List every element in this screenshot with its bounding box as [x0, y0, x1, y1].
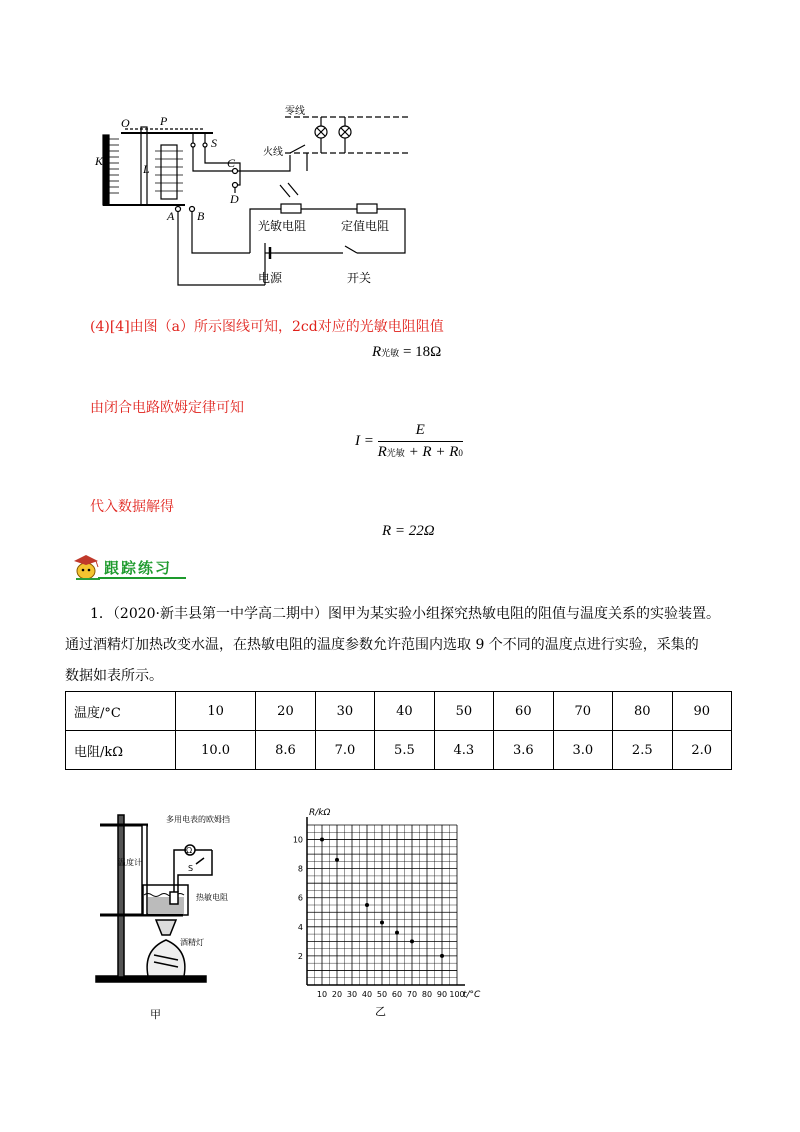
data-point	[335, 858, 339, 862]
question-line-3: 数据如表所示。	[65, 668, 163, 684]
label-live: 火线	[263, 147, 283, 158]
label-power: 电源	[258, 271, 283, 285]
label-neutral: 零线	[285, 106, 305, 117]
table-cell: 30	[315, 692, 374, 731]
equation-ohms-law: I = $\frac{E}{\text{R光敏 + R + R0}}$	[355, 422, 463, 460]
label-switch: 开关	[347, 271, 372, 285]
solution-line-3: 代入数据解得	[90, 499, 174, 515]
table-cell: 3.6	[494, 731, 553, 770]
table-cell: 2.0	[672, 731, 732, 770]
table-cell: 7.0	[315, 731, 374, 770]
solution-line-1: (4)[4]由图（a）所示图线可知，2cd对应的光敏电阻阻值	[90, 319, 444, 335]
row-header: 温度/°C	[66, 692, 176, 731]
section-title: 跟踪练习	[104, 559, 173, 577]
solution-line-2: 由闭合电路欧姆定律可知	[90, 400, 244, 416]
x-tick-label: 40	[361, 990, 373, 999]
table-cell: 8.6	[256, 731, 315, 770]
label-thermistor: 热敏电阻	[196, 893, 228, 902]
y-tick-label: 6	[297, 893, 303, 903]
y-tick-label: 8	[297, 864, 303, 874]
x-axis-label: t/°C	[463, 990, 481, 1000]
data-point	[410, 939, 414, 943]
label-P: P	[160, 114, 168, 128]
apparatus-figure	[88, 800, 248, 1030]
data-point	[380, 920, 384, 924]
table-cell: 50	[434, 692, 493, 731]
label-K: K	[95, 154, 104, 168]
y-axis-label: R/kΩ	[309, 808, 331, 818]
data-table	[65, 691, 732, 770]
table-cell: 3.0	[553, 731, 612, 770]
label-fixed-resistor: 定值电阻	[341, 219, 390, 233]
section-banner	[68, 553, 188, 581]
x-tick-label: 30	[346, 990, 358, 999]
caption-yi: 乙	[375, 1005, 386, 1018]
label-O: O	[121, 116, 130, 130]
label-A: A	[167, 209, 175, 223]
y-tick-label: 10	[292, 835, 303, 845]
x-tick-label: 80	[421, 990, 433, 999]
table-cell: 4.3	[434, 731, 493, 770]
resistance-temperature-chart	[280, 808, 500, 1025]
table-cell: 60	[494, 692, 553, 731]
x-tick-label: 100	[449, 990, 465, 999]
label-B: B	[197, 209, 205, 223]
y-tick-label: 2	[297, 951, 303, 961]
ohm-symbol: Ω	[186, 846, 193, 855]
table-row-temperature	[66, 692, 732, 731]
table-cell: 70	[553, 692, 612, 731]
x-tick-label: 20	[331, 990, 343, 999]
label-thermometer: 温度计	[118, 858, 142, 867]
table-cell: 10.0	[176, 731, 256, 770]
table-cell: 80	[613, 692, 672, 731]
label-photoresistor: 光敏电阻	[258, 219, 307, 233]
x-tick-label: 60	[391, 990, 403, 999]
x-tick-label: 70	[406, 990, 418, 999]
table-cell: 10	[176, 692, 256, 731]
data-point	[365, 903, 369, 907]
data-point	[395, 931, 399, 935]
table-cell: 40	[375, 692, 434, 731]
y-tick-label: 4	[297, 922, 303, 932]
row-header: 电阻/kΩ	[66, 731, 176, 770]
label-C: C	[227, 156, 236, 170]
table-cell: 5.5	[375, 731, 434, 770]
label-D: D	[230, 192, 239, 206]
question-line-1: 1．（2020·新丰县第一中学高二期中）图甲为某实验小组探究热敏电阻的阻值与温度关系的实验装置。	[90, 606, 720, 622]
data-point	[320, 838, 324, 842]
label-switch-S: S	[188, 864, 194, 873]
equation-result: R = 22Ω	[382, 523, 435, 539]
question-line-2: 通过酒精灯加热改变水温，在热敏电阻的温度参数允许范围内选取 9 个不同的温度点进行实验，采集的	[65, 637, 699, 653]
table-cell: 20	[256, 692, 315, 731]
label-S: S	[211, 136, 217, 150]
x-tick-label: 50	[376, 990, 388, 999]
table-cell: 90	[672, 692, 732, 731]
label-lamp: 酒精灯	[180, 938, 204, 947]
x-tick-label: 10	[316, 990, 328, 999]
label-L: L	[143, 162, 150, 176]
relay-circuit-diagram	[95, 105, 420, 295]
table-cell: 2.5	[613, 731, 672, 770]
caption-jia: 甲	[150, 1008, 161, 1021]
label-multimeter: 多用电表的欧姆挡	[166, 815, 230, 824]
data-point	[440, 954, 444, 958]
x-tick-label: 90	[436, 990, 448, 999]
table-row-resistance	[66, 731, 732, 770]
equation-photoresistance: R光敏 = 18Ω	[372, 344, 442, 360]
